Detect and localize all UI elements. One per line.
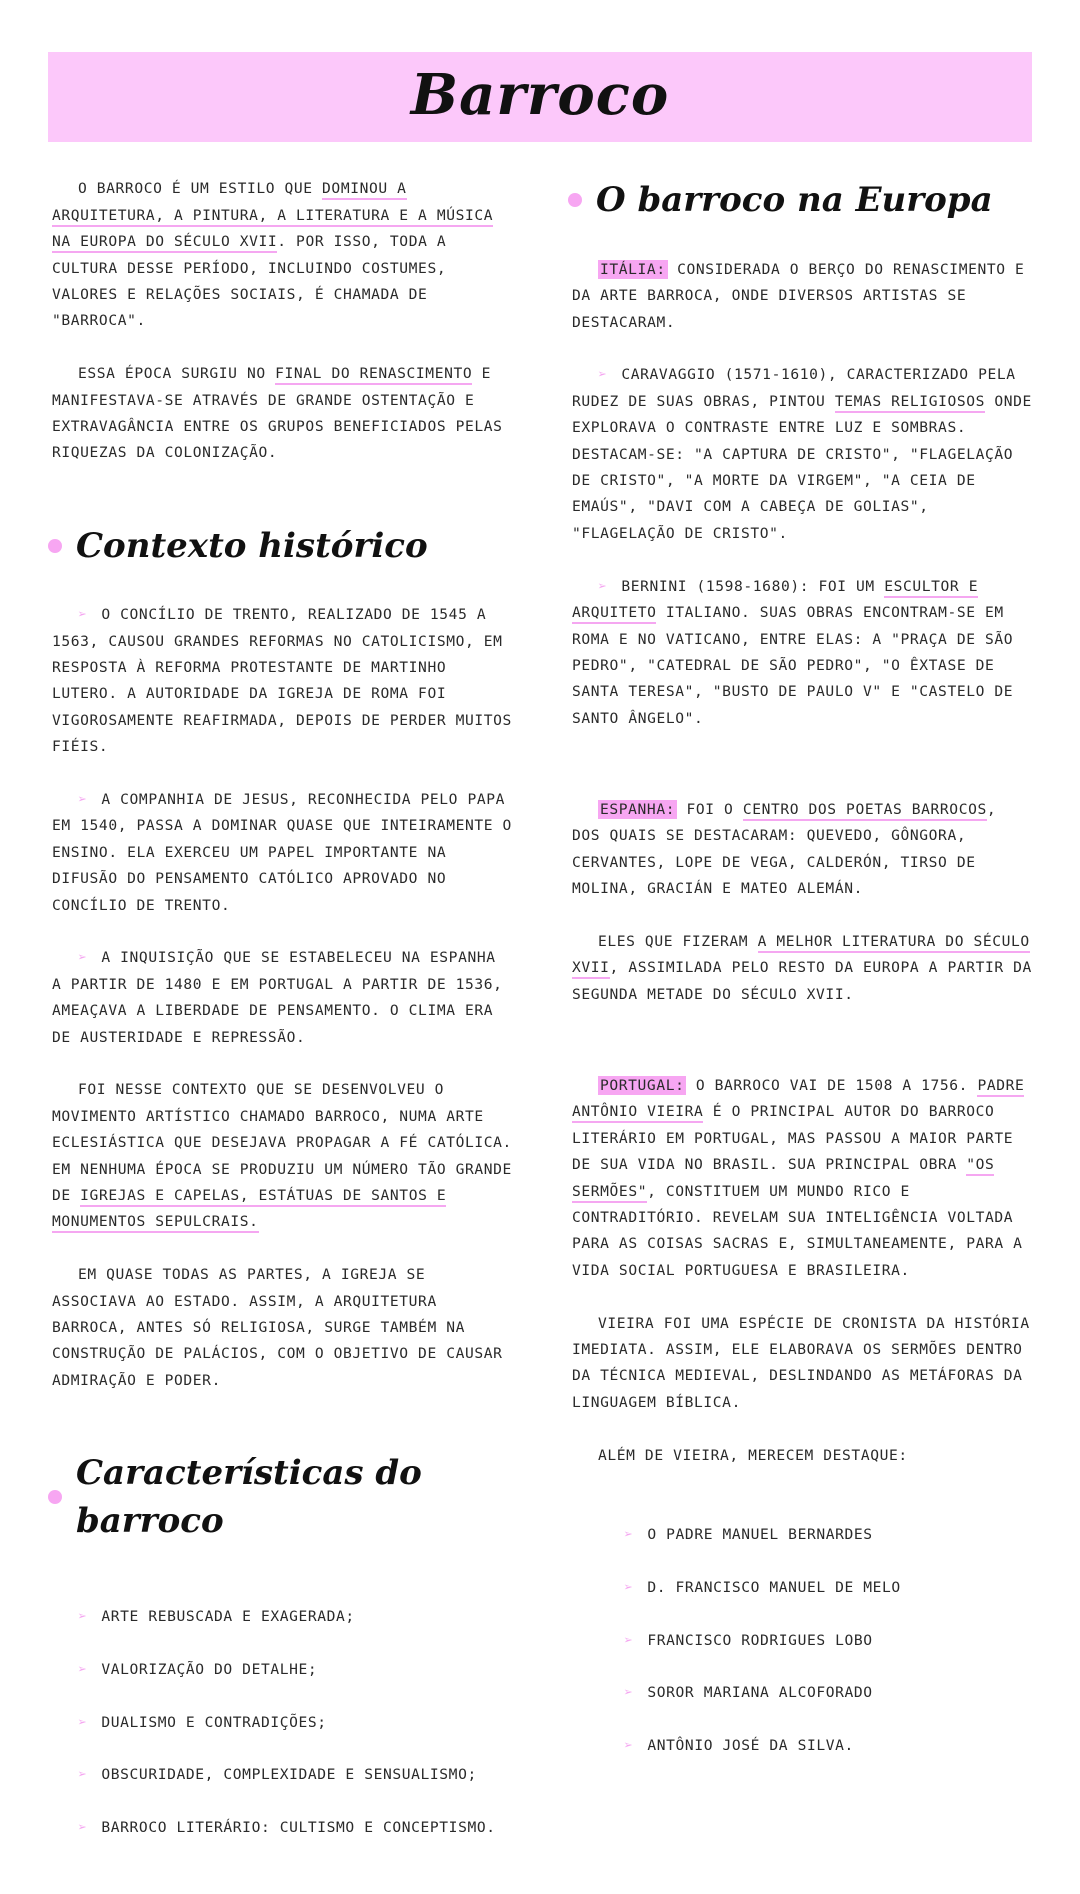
arrow-bullet-icon: ➢ [598,366,608,384]
paragraph [52,1077,512,1235]
espanha-paragraph [572,797,1032,903]
list-item [52,1815,512,1841]
text: CONSIDERADA O BERÇO DO RENASCIMENTO E DA ARTE BARROCA, ONDE DIVERSOS ARTISTAS SE DESTACARAM. [572,260,1025,331]
arrow-bullet-icon: ➢ [624,1631,634,1649]
italia-paragraph [572,257,1032,336]
list-item [52,1604,512,1630]
paragraph: VIEIRA FOI UMA ESPÉCIE DE CRONISTA DA HISTÓRIA IMEDIATA. ASSIM, ELE ELABORAVA OS SERMÕES DENTRO DA TÉCNICA MEDIEVAL, DESLINDANDO AS METÁFORAS DA LINGUAGEM BÍBLICA. [572,1314,1030,1411]
list-item [598,1733,1032,1759]
item-text: O CONCÍLIO DE TRENTO, REALIZADO DE 1545 A 1563, CAUSOU GRANDES REFORMAS NO CATOLICISMO, EM RESPOSTA À REFORMA PROTESTANTE DE MARTINHO LUTERO. A AUTORIDADE DA IGREJA DE ROMA FOI VIGOROSAMENTE REAFIRMADA, DEPOIS DE PERDER MUITOS FIÉIS. [52,606,512,756]
right-column [572,158,1032,1812]
text: ELES QUE FIZERAM [598,932,758,950]
page-title: Barroco [410,62,670,128]
arrow-bullet-icon: ➢ [78,1607,88,1625]
section-bullet-icon [568,193,582,207]
intro-text: ESSA ÉPOCA SURGIU NO [78,365,276,383]
list-item [572,574,1032,732]
text: , CONSTITUEM UM MUNDO RICO E CONTRADITÓRIO. REVELAM SUA INTELIGÊNCIA VOLTADA PARA AS COISAS SACRAS E, SIMULTANEAMENTE, PARA A VIDA SOCIAL PORTUGUESA E BRASILEIRA. [572,1182,1023,1279]
text: FOI O [677,800,743,818]
highlight-label: PORTUGAL: [600,1077,685,1094]
section-title: Características do barroco [76,1453,422,1542]
text: BERNINI (1598-1680): FOI UM [621,577,885,595]
item-text: DUALISMO E CONTRADIÇÕES; [101,1713,327,1731]
list-item [598,1680,1032,1706]
text: É O PRINCIPAL AUTOR DO BARROCO LITERÁRIO EM PORTUGAL, MAS PASSOU A MAIOR PARTE DE SUA VIDA NO BRASIL. SUA PRINCIPAL OBRA [572,1103,1014,1174]
arrow-bullet-icon: ➢ [598,577,608,595]
underlined-text: ESCULTOR E ARQUITETO [572,578,978,624]
list-item [52,1762,512,1788]
section-title: Contexto histórico [76,525,428,566]
title-band [48,52,1032,142]
section-caracteristicas [48,1449,512,1545]
item-text: A COMPANHIA DE JESUS, RECONHECIDA PELO PAPA EM 1540, PASSA A DOMINAR QUASE QUE INTEIRAMENTE O ENSINO. ELA EXERCEU UM PAPEL IMPORTANTE NA DIFUSÃO DO PENSAMENTO CATÓLICO APROVADO NO CONCÍLIO DE TRENTO. [52,790,512,914]
list-item [52,1657,512,1683]
text: ONDE EXPLORAVA O CONTRASTE ENTRE LUZ E SOMBRAS. DESTACAM-SE: "A CAPTURA DE CRISTO", "FLAGELAÇÃO DE CRISTO", "A MORTE DA VIRGEM", "A CEIA DE EMAÚS", "DAVI COM A CABEÇA DE GOLIAS", "FLAGELAÇÃO DE CRISTO". [572,392,1032,542]
list-item [572,362,1032,547]
list-item [598,1522,1032,1548]
item-text: OBSCURIDADE, COMPLEXIDADE E SENSUALISMO; [101,1766,477,1784]
underlined-text: IGREJAS E CAPELAS, ESTÁTUAS DE SANTOS E MONUMENTOS SEPULCRAIS. [52,1187,446,1233]
text: , DOS QUAIS SE DESTACARAM: QUEVEDO, GÔNGORA, CERVANTES, LOPE DE VEGA, CALDERÓN, TIRSO DE MOLINA, GRACIÁN E MATEO ALEMÁN. [572,800,997,898]
highlight-label: ESPANHA: [600,800,676,818]
item-text: D. FRANCISCO MANUEL DE MELO [647,1578,901,1596]
list-item [52,787,512,919]
underlined-text: TEMAS RELIGIOSOS [835,393,985,413]
item-text: FRANCISCO RODRIGUES LOBO [647,1631,873,1649]
arrow-bullet-icon: ➢ [78,1766,88,1784]
paragraph: EM QUASE TODAS AS PARTES, A IGREJA SE ASSOCIAVA AO ESTADO. ASSIM, A ARQUITETURA BARROCA, ANTES SÓ RELIGIOSA, SURGE TAMBÉM NA CONSTRUÇÃO DE PALÁCIOS, COM O OBJETIVO DE CAUSAR ADMIRAÇÃO E PODER. [52,1266,503,1389]
item-text: VALORIZAÇÃO DO DETALHE; [101,1660,318,1678]
item-text: SOROR MARIANA ALCOFORADO [647,1684,873,1702]
section-title: O barroco na Europa [596,180,993,221]
intro-text: E MANIFESTAVA-SE ATRAVÉS DE GRANDE OSTENTAÇÃO E EXTRAVAGÂNCIA ENTRE OS GRUPOS BENEFICIADOS PELAS RIQUEZAS DA COLONIZAÇÃO. [52,365,503,462]
caracteristicas-list [52,1578,512,1868]
section-europa [568,176,1032,224]
intro-paragraph-2 [52,361,512,467]
highlight-label: ITÁLIA: [600,260,666,278]
arrow-bullet-icon: ➢ [78,949,88,967]
list-item [598,1575,1032,1601]
arrow-bullet-icon: ➢ [624,1525,634,1543]
arrow-bullet-icon: ➢ [624,1578,634,1596]
arrow-bullet-icon: ➢ [78,606,88,624]
text: ITALIANO. SUAS OBRAS ENCONTRAM-SE EM ROMA E NO VATICANO, ENTRE ELAS: A "PRAÇA DE SÃO PEDRO", "CATEDRAL DE SÃO PEDRO", "O ÊXTASE DE SANTA TERESA", "BUSTO DE PAULO V" E "CASTELO DE SANTO ÂNGELO". [572,604,1014,727]
section-bullet-icon [48,539,62,553]
underlined-text: "OS SERMÕES" [572,1156,994,1202]
paragraph: ALÉM DE VIEIRA, MERECEM DESTAQUE: [598,1446,908,1464]
text: CARAVAGGIO (1571-1610), CARACTERIZADO PELA RUDEZ DE SUAS OBRAS, PINTOU [572,366,1016,410]
text: , ASSIMILADA PELO RESTO DA EUROPA A PARTIR DA SEGUNDA METADE DO SÉCULO XVII. [572,959,1032,1003]
item-text: ANTÔNIO JOSÉ DA SILVA. [647,1737,854,1755]
item-text: BARROCO LITERÁRIO: CULTISMO E CONCEPTISMO. [101,1819,496,1837]
underlined-text: PADRE ANTÔNIO VIEIRA [572,1077,1024,1123]
underlined-text: CENTRO DOS POETAS BARROCOS [743,801,987,821]
arrow-bullet-icon: ➢ [78,1660,88,1678]
text: FOI NESSE CONTEXTO QUE SE DESENVOLVEU O MOVIMENTO ARTÍSTICO CHAMADO BARROCO, NUMA ARTE ECLESIÁSTICA QUE DESEJAVA PROPAGAR A FÉ CATÓLICA. EM NENHUMA ÉPOCA SE PRODUZIU UM NÚMERO TÃO GRANDE DE [52,1081,512,1205]
destaques-list [572,1496,1032,1786]
section-contexto [48,522,512,570]
list-item [598,1628,1032,1654]
item-text: O PADRE MANUEL BERNARDES [647,1525,873,1543]
paragraph [572,929,1032,1008]
arrow-bullet-icon: ➢ [624,1737,634,1755]
underlined-text: FINAL DO RENASCIMENTO [275,365,472,385]
underlined-text: DOMINOU A ARQUITETURA, A PINTURA, A LITERATURA E A MÚSICA NA EUROPA DO SÉCULO XVII [52,180,493,253]
item-text: ARTE REBUSCADA E EXAGERADA; [101,1607,355,1625]
section-bullet-icon [48,1490,62,1504]
list-item [52,602,512,760]
list-item [52,1710,512,1736]
item-text: A INQUISIÇÃO QUE SE ESTABELECEU NA ESPANHA A PARTIR DE 1480 E EM PORTUGAL A PARTIR DE 1536, AMEAÇAVA A LIBERDADE DE PENSAMENTO. O CLIMA ERA DE AUSTERIDADE E REPRESSÃO. [52,949,503,1046]
left-column [52,150,512,1894]
arrow-bullet-icon: ➢ [78,1713,88,1731]
intro-text: . POR ISSO, TODA A CULTURA DESSE PERÍODO, INCLUINDO COSTUMES, VALORES E RELAÇÕES SOCIAIS, É CHAMADA DE "BARROCA". [52,233,447,330]
intro-text: O BARROCO É UM ESTILO QUE [78,180,323,198]
intro-paragraph-1 [52,176,512,334]
portugal-paragraph [572,1073,1032,1284]
arrow-bullet-icon: ➢ [624,1684,634,1702]
text: O BARROCO VAI DE 1508 A 1756. [686,1077,978,1094]
arrow-bullet-icon: ➢ [78,1819,88,1837]
list-item [52,945,512,1051]
underlined-text: A MELHOR LITERATURA DO SÉCULO XVII [572,933,1030,979]
arrow-bullet-icon: ➢ [78,790,88,808]
